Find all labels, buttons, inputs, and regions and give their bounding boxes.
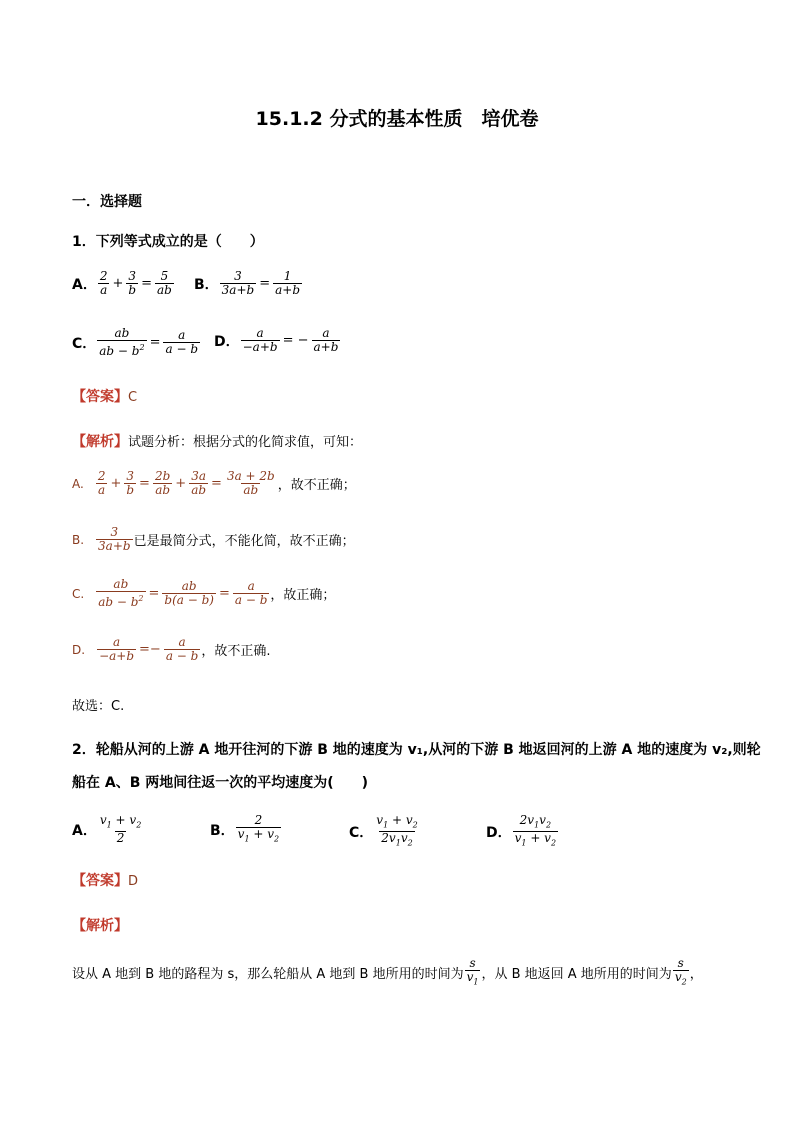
q1-analysis: 【解析】试题分析：根据分式的化简求值，可知： — [72, 434, 363, 450]
q2-analysis-tag: 【解析】 — [72, 918, 128, 934]
section-heading: 一．选择题 — [72, 194, 142, 210]
q2-stem-line2: 船在 A、B 两地间往返一次的平均速度为( ) — [72, 775, 369, 791]
q1-choose: 故选：C. — [72, 699, 125, 714]
q2-option-c: C． $\frac{v_1 + v_2}{2v_1v_2}$ — [349, 813, 418, 848]
q1-answer: 【答案】C — [72, 389, 138, 405]
q1-option-a: A． $\frac{2}{a}$ + $\frac{3}{b}$ = $\frac{5}{ab}$ — [72, 269, 172, 297]
q1-solution-b: B. $\frac{3}{3a+b}$ 已是最简分式，不能化简，故不正确； — [72, 525, 355, 553]
q2-answer: 【答案】D — [72, 873, 139, 889]
q2-option-a: A． $\frac{v_1 + v_2}{2}$ — [72, 813, 142, 846]
q1-option-d: D． $\frac{a}{-a+b}$ = − $\frac{a}{a+b}$ — [214, 326, 339, 354]
q1-solution-c: C. $\frac{ab}{ab - b^2}$ = $\frac{ab}{b(a - b)}$ = $\frac{a}{a - b}$ ，故正确； — [72, 577, 336, 609]
page-title: 15.1.2 分式的基本性质 培优卷 — [255, 108, 539, 130]
q1-option-c: C． $\frac{ab}{ab - b^2}$ = $\frac{a}{a - b}$ — [72, 326, 199, 358]
q2-stem-line1: 2．轮船从河的上游 A 地开往河的下游 B 地的速度为 v₁,从河的下游 B 地返回河的上游 A 地的速度为 v₂,则轮 — [72, 742, 761, 758]
q1-option-b: B． $\frac{3}{3a+b}$ = $\frac{1}{a+b}$ — [194, 269, 300, 297]
q2-solution: 设从 A 地到 B 地的路程为 s，那么轮船从 A 地到 B 地所用的时间为 $\frac{s}{v_1}$ ，从 B 地返回 A 地所用的时间为 $\frac{s}{v_2}$ ， — [72, 956, 703, 987]
q2-option-b: B． $\frac{2}{v_1 + v_2}$ — [210, 813, 280, 844]
q2-option-d: D． $\frac{2v_1v_2}{v_1 + v_2}$ — [486, 813, 557, 848]
q1-solution-a: A. $\frac{2}{a}$ + $\frac{3}{b}$ = $\frac{2b}{ab}$ + $\frac{3a}{ab}$ = $\frac{3a + 2b}{ab}$ ，故不正确； — [72, 469, 356, 497]
q1-stem: 1．下列等式成立的是（ ） — [72, 234, 264, 250]
q1-solution-d: D. $\frac{a}{-a+b}$ =− $\frac{a}{a - b}$ ，故不正确. — [72, 635, 271, 663]
